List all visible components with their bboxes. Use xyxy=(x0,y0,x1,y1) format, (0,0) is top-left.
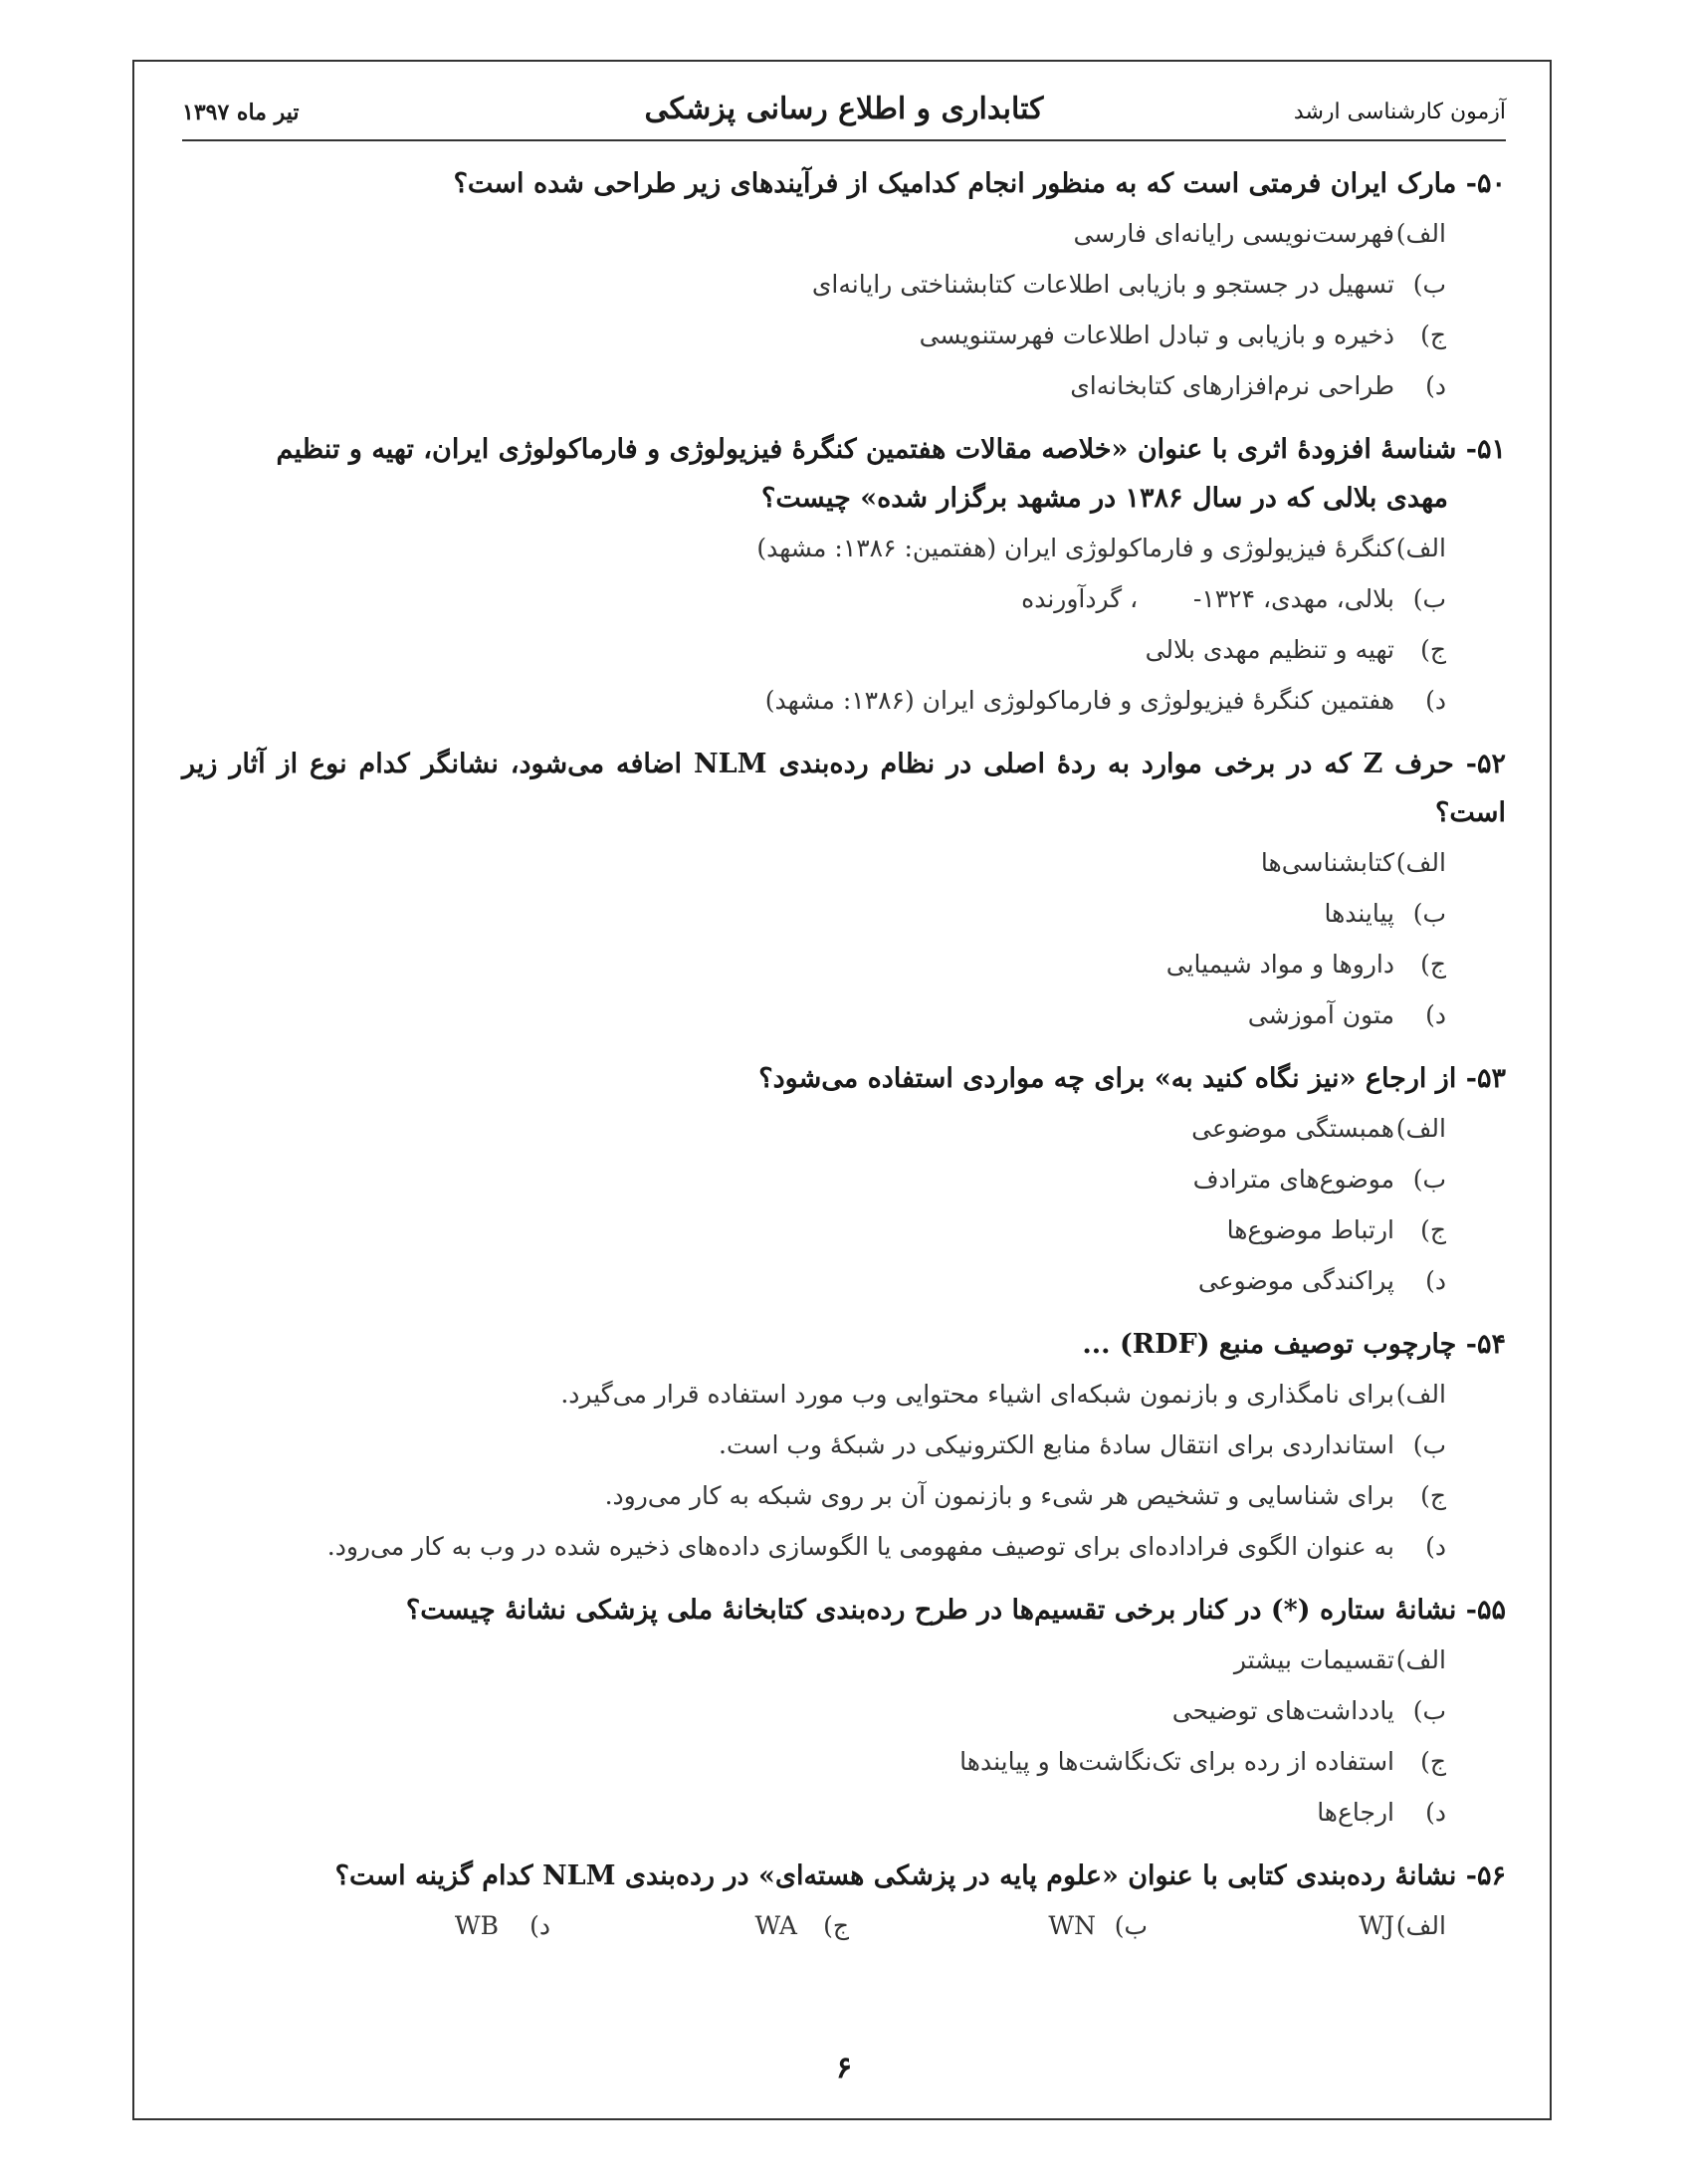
option-alef[interactable] xyxy=(182,1103,1446,1154)
option-jim[interactable] xyxy=(182,1736,1446,1787)
option-alef[interactable] xyxy=(182,523,1446,573)
option-label: د) xyxy=(1425,686,1446,715)
option-label: ب) xyxy=(1114,1911,1148,1940)
option-label: الف) xyxy=(1395,1380,1446,1409)
question-number: ۵۶- xyxy=(1465,1860,1506,1891)
question-53 xyxy=(182,1054,1506,1306)
option-alef[interactable] xyxy=(182,208,1446,259)
option-label: د) xyxy=(1425,1532,1446,1561)
option-jim[interactable] xyxy=(182,1470,1446,1521)
question-number: ۵۰- xyxy=(1465,168,1506,199)
option-text: WA xyxy=(754,1911,797,1940)
option-label: ج) xyxy=(1420,321,1446,349)
option-text: فهرست‌نویسی رایانه‌ای فارسی xyxy=(1073,219,1394,248)
option-label: ب) xyxy=(1412,899,1446,928)
option-jim[interactable] xyxy=(182,624,1446,675)
option-label: ب) xyxy=(1412,1165,1446,1194)
option-text: WJ xyxy=(1359,1911,1394,1940)
options-list xyxy=(182,1635,1506,1838)
option-label: د) xyxy=(1425,1798,1446,1827)
question-52 xyxy=(182,740,1506,1040)
option-text: استانداردی برای انتقال سادهٔ منابع الکترونیکی در شبکهٔ وب است. xyxy=(719,1430,1394,1459)
question-text: نشانهٔ ستاره (*) در کنار برخی تقسیم‌ها در طرح رده‌بندی کتابخانهٔ ملی پزشکی نشانهٔ چیست؟ xyxy=(405,1595,1457,1626)
page-header xyxy=(182,92,1506,141)
exam-date: تیر ماه ۱۳۹۷ xyxy=(182,100,300,125)
option-label: ب) xyxy=(1412,270,1446,299)
option-be[interactable] xyxy=(849,1900,1148,1951)
options-list xyxy=(182,1900,1506,1951)
option-alef[interactable] xyxy=(182,1635,1446,1685)
option-label: الف) xyxy=(1395,1645,1446,1674)
option-label: ج) xyxy=(823,1911,849,1940)
option-label: د) xyxy=(1425,1266,1446,1295)
question-number: ۵۳- xyxy=(1465,1063,1506,1094)
option-label: ج) xyxy=(1420,1481,1446,1510)
option-label: الف) xyxy=(1395,534,1446,562)
option-text: ارجاع‌ها xyxy=(1317,1798,1394,1827)
option-text: پراکندگی موضوعی xyxy=(1197,1266,1394,1295)
option-text: متون آموزشی xyxy=(1247,1000,1394,1029)
option-text: تقسیمات بیشتر xyxy=(1233,1645,1394,1674)
options-list xyxy=(182,1103,1506,1306)
option-jim[interactable] xyxy=(550,1900,849,1951)
option-text: برای نامگذاری و بازنمون شبکه‌ای اشیاء محتوایی وب مورد استفاده قرار می‌گیرد. xyxy=(560,1380,1394,1409)
options-list xyxy=(182,523,1506,726)
question-55 xyxy=(182,1586,1506,1838)
questions-list xyxy=(182,159,1506,1965)
question-number: ۵۵- xyxy=(1465,1595,1506,1626)
option-dal[interactable] xyxy=(182,989,1446,1040)
question-text: حرف Z که در برخی موارد به ردهٔ اصلی در نظام رده‌بندی NLM اضافه می‌شود، نشانگر کدام نوع از آثار زیر است؟ xyxy=(182,749,1506,828)
option-be[interactable] xyxy=(182,1420,1446,1470)
option-label: الف) xyxy=(1395,848,1446,877)
option-label: ب) xyxy=(1412,1696,1446,1725)
option-text: به عنوان الگوی فراداده‌ای برای توصیف مفهومی یا الگوسازی داده‌های ذخیره شده در وب به کار می‌رود. xyxy=(326,1532,1394,1561)
option-jim[interactable] xyxy=(182,1204,1446,1255)
option-text: پیایندها xyxy=(1324,899,1394,928)
option-label: الف) xyxy=(1395,1911,1446,1940)
option-jim[interactable] xyxy=(182,939,1446,989)
page-number: ۶ xyxy=(835,2051,853,2085)
option-text: همبستگی موضوعی xyxy=(1191,1114,1394,1143)
option-text: طراحی نرم‌افزارهای کتابخانه‌ای xyxy=(1070,371,1394,400)
option-text: WN xyxy=(1048,1911,1096,1940)
question-54 xyxy=(182,1320,1506,1572)
option-label: ج) xyxy=(1420,1215,1446,1244)
option-be[interactable] xyxy=(182,573,1446,624)
exam-title: آزمون کارشناسی ارشد xyxy=(1293,100,1506,124)
option-dal[interactable] xyxy=(252,1900,550,1951)
option-dal[interactable] xyxy=(182,1521,1446,1572)
question-number: ۵۴- xyxy=(1465,1329,1506,1360)
option-label: ج) xyxy=(1420,635,1446,664)
options-list xyxy=(182,837,1506,1040)
question-text: از ارجاع «نیز نگاه کنید به» برای چه مواردی استفاده می‌شود؟ xyxy=(758,1063,1457,1094)
option-text: یادداشت‌های توضیحی xyxy=(1171,1696,1394,1725)
option-text: موضوع‌های مترادف xyxy=(1192,1165,1394,1194)
question-56 xyxy=(182,1852,1506,1951)
option-alef[interactable] xyxy=(182,1369,1446,1420)
option-label: د) xyxy=(1425,371,1446,400)
question-text: چارچوب توصیف منبع (RDF) ... xyxy=(1082,1329,1457,1360)
option-text: تهیه و تنظیم مهدی بلالی xyxy=(1145,635,1394,664)
option-be[interactable] xyxy=(182,1685,1446,1736)
question-number: ۵۱- xyxy=(1465,434,1506,465)
option-label: الف) xyxy=(1395,219,1446,248)
option-text: استفاده از رده برای تک‌نگاشت‌ها و پیایندها xyxy=(959,1747,1394,1776)
option-text: کتابشناسی‌ها xyxy=(1260,848,1394,877)
option-text: بلالی، مهدی، ۱۳۲۴- ، گردآورنده xyxy=(1021,584,1394,613)
question-number: ۵۲- xyxy=(1465,749,1507,779)
option-text: داروها و مواد شیمیایی xyxy=(1165,950,1394,979)
option-label: الف) xyxy=(1395,1114,1446,1143)
option-text: ارتباط موضوع‌ها xyxy=(1226,1215,1394,1244)
subject-title: کتابداری و اطلاع رسانی پزشکی xyxy=(644,92,1044,126)
option-text: تسهیل در جستجو و بازیابی اطلاعات کتابشناختی رایانه‌ای xyxy=(811,270,1394,299)
option-label: ج) xyxy=(1420,1747,1446,1776)
option-dal[interactable] xyxy=(182,1255,1446,1306)
option-label: ب) xyxy=(1412,584,1446,613)
option-alef[interactable] xyxy=(1148,1900,1446,1951)
option-be[interactable] xyxy=(182,888,1446,939)
options-list xyxy=(182,208,1506,411)
option-alef[interactable] xyxy=(182,837,1446,888)
question-text: مارک ایران فرمتی است که به منظور انجام کدامیک از فرآیندهای زیر طراحی شده است؟ xyxy=(453,168,1457,199)
option-text: کنگرهٔ فیزیولوژی و فارماکولوژی ایران (هفتمین: ۱۳۸۶: مشهد) xyxy=(756,534,1394,562)
option-dal[interactable] xyxy=(182,675,1446,726)
question-51 xyxy=(182,425,1506,726)
option-be[interactable] xyxy=(182,1154,1446,1204)
option-be[interactable] xyxy=(182,259,1446,310)
option-label: د) xyxy=(529,1911,550,1940)
option-text: برای شناسایی و تشخیص هر شیء و بازنمون آن بر روی شبکه به کار می‌رود. xyxy=(604,1481,1394,1510)
question-text-line1: شناسهٔ افزودهٔ اثری با عنوان «خلاصه مقالات هفتمین کنگرهٔ فیزیولوژی و فارماکولوژی ایران، تهیه و تنظیم xyxy=(276,434,1457,465)
option-jim[interactable] xyxy=(182,310,1446,360)
option-label: ب) xyxy=(1412,1430,1446,1459)
option-label: د) xyxy=(1425,1000,1446,1029)
option-dal[interactable] xyxy=(182,1787,1446,1838)
question-text-line2: مهدی بلالی که در سال ۱۳۸۶ در مشهد برگزار شده» چیست؟ xyxy=(761,483,1448,514)
option-text: ذخیره و بازیابی و تبادل اطلاعات فهرستنویسی xyxy=(919,321,1394,349)
question-text: نشانهٔ رده‌بندی کتابی با عنوان «علوم پایه در پزشکی هسته‌ای» در رده‌بندی NLM کدام گزینه است؟ xyxy=(334,1860,1457,1891)
option-dal[interactable] xyxy=(182,360,1446,411)
option-label: ج) xyxy=(1420,950,1446,979)
question-50 xyxy=(182,159,1506,411)
option-text: هفتمین کنگرهٔ فیزیولوژی و فارماکولوژی ایران (۱۳۸۶: مشهد) xyxy=(764,686,1394,715)
option-text: WB xyxy=(454,1911,499,1940)
options-list xyxy=(182,1369,1506,1572)
